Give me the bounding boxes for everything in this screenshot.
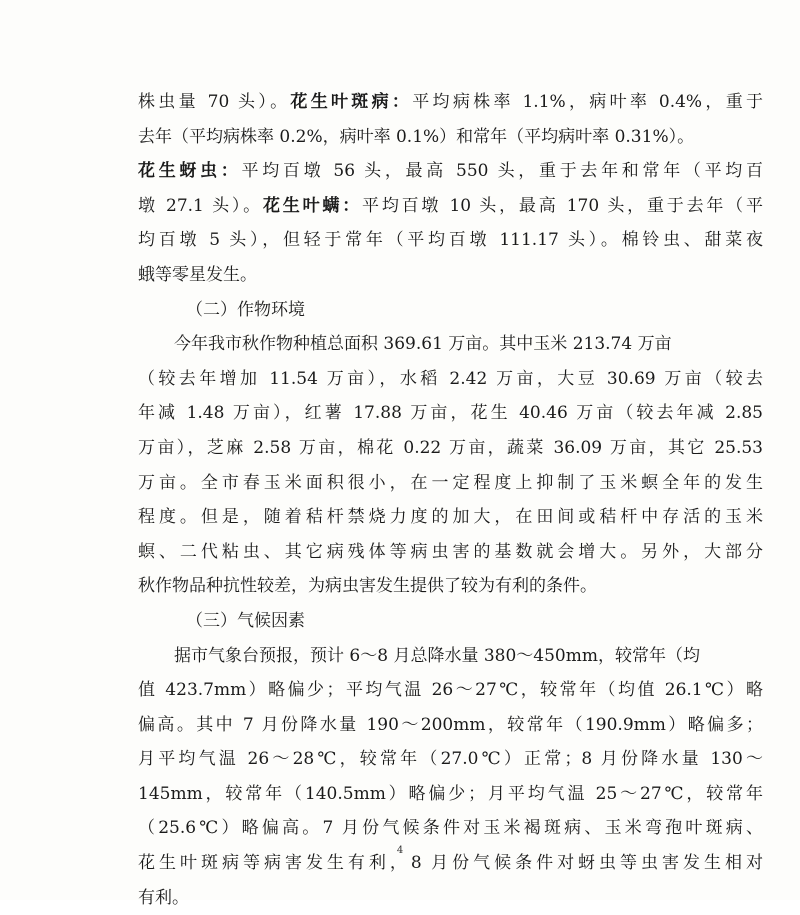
text: 值 423.7mm）略偏少；平均气温 26～27℃，较常年（均值 26.1℃）略 [138,680,763,701]
page-number: 4 [396,845,404,856]
text-line [138,466,763,501]
text: 墩 27.1 头）。 [138,195,263,216]
text: 年减 1.48 万亩），红薯 17.88 万亩，花生 40.46 万亩（较去年减 2.85 [138,403,763,424]
text: 万亩），芝麻 2.58 万亩，棉花 0.22 万亩，蔬菜 36.09 万亩，其它 25.53 [138,437,763,458]
text: 有利。 [138,887,189,908]
document-body [138,85,763,915]
bold-heading-peanut-mite: 花生叶螨： [262,195,363,216]
text: 据市气象台预报，预计 6～8 月总降水量 380～450mm，较常年（均 [174,645,700,666]
text-line [138,85,763,120]
text: 月平均气温 26～28℃，较常年（27.0℃）正常；8 月份降水量 130～ [138,749,763,770]
text-line [138,189,763,224]
text-line [138,811,763,846]
text-line [138,154,763,189]
text-line [138,881,763,915]
text: 平均病株率 1.1%，病叶率 0.4%，重于 [412,92,763,112]
text: 平均百墩 56 头，最高 550 头，重于去年和常年（平均百 [241,161,763,182]
text: 花生叶斑病等病害发生有利，8 月份气候条件对蚜虫等虫害发生相对 [138,853,763,874]
text-line [138,258,763,293]
text-line [138,569,763,604]
text-line [138,327,763,362]
heading-text: （二）作物环境 [186,299,305,320]
text: 今年我市秋作物种植总面积 369.61 万亩。其中玉米 213.74 万亩 [174,334,672,355]
text: 万亩。全市春玉米面积很小，在一定程度上抑制了玉米螟全年的发生 [138,472,763,493]
text: 株虫量 70 头）。 [138,92,291,112]
bold-heading-peanut-aphid: 花生蚜虫： [138,161,242,182]
text-line [138,742,763,777]
bold-heading-peanut-leaf-spot: 花生叶斑病： [290,92,413,112]
text-line [138,396,763,431]
text: 螟、二代粘虫、其它病残体等病虫害的基数就会增大。另外，大部分 [138,541,763,562]
text: 蛾等零星发生。 [138,264,257,285]
text: 145mm，较常年（140.5mm）略偏少；月平均气温 25～27℃，较常年 [138,783,763,804]
heading-text: （三）气候因素 [186,610,305,631]
text-line [138,500,763,535]
text: 均百墩 5 头），但轻于常年（平均百墩 111.17 头）。棉铃虫、甜菜夜 [138,230,763,251]
text-line [138,673,763,708]
text: 偏高。其中 7 月份降水量 190～200mm，较常年（190.9mm）略偏多； [138,714,763,735]
section-heading-climate-factors [138,604,763,639]
text: 秋作物品种抗性较差，为病虫害发生提供了较为有利的条件。 [138,576,597,597]
text: （25.6℃）略偏高。7 月份气候条件对玉米褐斑病、玉米弯孢叶斑病、 [138,818,763,839]
text: 程度。但是，随着秸杆禁烧力度的加大，在田间或秸杆中存活的玉米 [138,507,763,528]
text: （较去年增加 11.54 万亩），水稻 2.42 万亩，大豆 30.69 万亩（较去 [138,368,763,389]
text: 去年（平均病株率 0.2%，病叶率 0.1%）和常年（平均病叶率 0.31%）。 [138,126,695,147]
text: 平均百墩 10 头，最高 170 头，重于去年（平 [362,195,763,216]
text-line [138,639,763,674]
text-line [138,777,763,812]
text-line [138,535,763,570]
text-line [138,431,763,466]
text-line [138,708,763,743]
section-heading-crop-environment [138,293,763,328]
text-line [138,362,763,397]
text-line [138,223,763,258]
text-line [138,120,763,155]
